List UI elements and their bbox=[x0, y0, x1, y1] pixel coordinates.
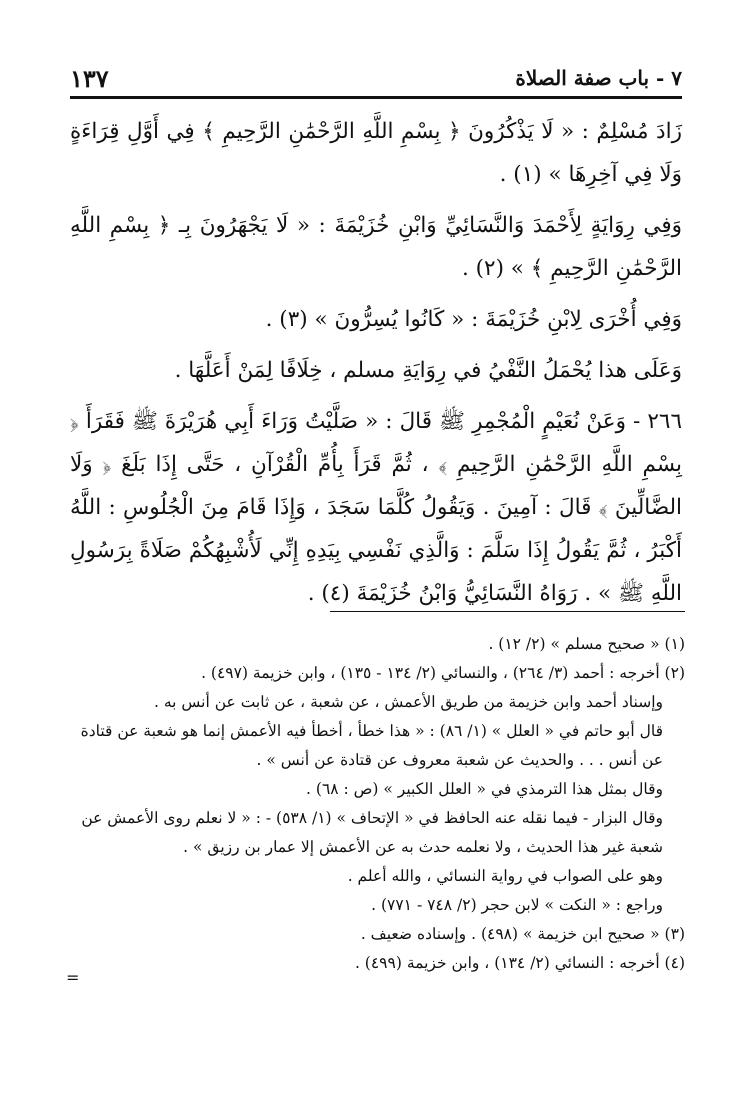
footnote: (٢) أخرجه : أحمد (٣/ ٢٦٤) ، والنسائي (٢/ ١٣٤ - ١٣٥) ، وابن خزيمة (٤٩٧) . bbox=[201, 664, 685, 682]
footnote-continuation: وقال البزار - فيما نقله عنه الحافظ في « الإتحاف » (١/ ٥٣٨) - : « لا نعلم روى الأعمش عن شعبة غير هذا الحديث ، ولا نعلمه حدث به عن الأعمش إلا عمار بن رزيق » . bbox=[81, 809, 663, 856]
footnote-continuation: وهو على الصواب في رواية النسائي ، والله أعلم . bbox=[347, 867, 663, 885]
footnote-continuation: وإسناد أحمد وابن خزيمة من طريق الأعمش ، عن شعبة ، عن ثابت عن أنس به . bbox=[154, 693, 663, 711]
footnote-continuation: قال أبو حاتم في « العلل » (١/ ٨٦) : « هذا خطأ ، أخطأ فيه الأعمش إنما هو شعبة عن قتادة عن أنس . . . والحديث عن شعبة معروف عن قتادة عن أنس » . bbox=[80, 722, 663, 769]
footnote-continuation: وراجع : « النكت » لابن حجر (٢/ ٧٤٨ - ٧٧١) . bbox=[371, 896, 663, 914]
footnote: (٤) أخرجه : النسائي (٢/ ١٣٤) ، وابن خزيمة (٤٩٩) . bbox=[354, 954, 685, 972]
paragraph: وَعَلَى هذا يُحْمَلُ النَّفْيُ في رِوَايَةِ مسلم ، خِلَافًا لِمَنْ أَعَلَّهَا . bbox=[174, 358, 682, 383]
hadith-266-paragraph: ٢٦٦ - وَعَنْ نُعَيْمٍ الْمُجْمِرِ ﷺ قَالَ : « صَلَّيْتُ وَرَاءَ أَبِي هُرَيْرَةَ ﷺ فَقَرَأَ ﴿ بِسْمِ اللَّهِ الرَّحْمَٰنِ الرَّحِيمِ ﴾ ، ثُمَّ قَرَأَ بِأُمِّ الْقُرْآنِ ، حَتَّى إِذَا بَلَغَ ﴿ وَلَا الضَّالِّينَ ﴾ قَالَ : آمِينَ . وَيَقُولُ كُلَّمَا سَجَدَ ، وَإِذَا قَامَ مِنَ الْجُلُوسِ : اللَّهُ أَكْبَرُ ، ثُمَّ يَقُولُ إِذَا سَلَّمَ : وَالَّذِي نَفْسِي بِيَدِهِ إِنِّي لَأُشْبِهُكُمْ صَلَاةً بِرَسُولِ اللَّهِ ﷺ » . رَوَاهُ النَّسَائِيُّ وَابْنُ خُزَيْمَةَ (٤) . bbox=[70, 409, 682, 606]
footnotes bbox=[70, 630, 685, 978]
paragraph: زَادَ مُسْلِمٌ : « لَا يَذْكُرُونَ ﴿ بِسْمِ اللَّهِ الرَّحْمَٰنِ الرَّحِيمِ ﴾ فِي أَوَّلِ قِرَاءَةٍ وَلَا فِي آخِرِهَا » (١) . bbox=[70, 119, 682, 187]
continuation-mark: = bbox=[66, 968, 80, 987]
page-number: ١٣٧ bbox=[70, 63, 109, 93]
footnote-separator bbox=[330, 611, 685, 612]
paragraph: وَفِي رِوَايَةٍ لِأَحْمَدَ وَالنَّسَائِيِّ وَابْنِ خُزَيْمَةَ : « لَا يَجْهَرُونَ بِـ ﴿ بِسْمِ اللَّهِ الرَّحْمَٰنِ الرَّحِيمِ ﴾ » (٢) . bbox=[70, 213, 682, 281]
paragraph: وَفِي أُخْرَى لِابْنِ خُزَيْمَةَ : « كَانُوا يُسِرُّونَ » (٣) . bbox=[265, 307, 682, 332]
footnote-continuation: وقال بمثل هذا الترمذي في « العلل الكبير » (ص : ٦٨) . bbox=[306, 780, 663, 798]
footnote: (١) « صحيح مسلم » (٢/ ١٢) . bbox=[488, 635, 685, 653]
main-text bbox=[70, 110, 682, 623]
chapter-title: ٧ - باب صفة الصلاة bbox=[515, 66, 682, 90]
footnote: (٣) « صحيح ابن خزيمة » (٤٩٨) . وإسناده ضعيف . bbox=[360, 925, 685, 943]
page-header bbox=[70, 60, 682, 99]
